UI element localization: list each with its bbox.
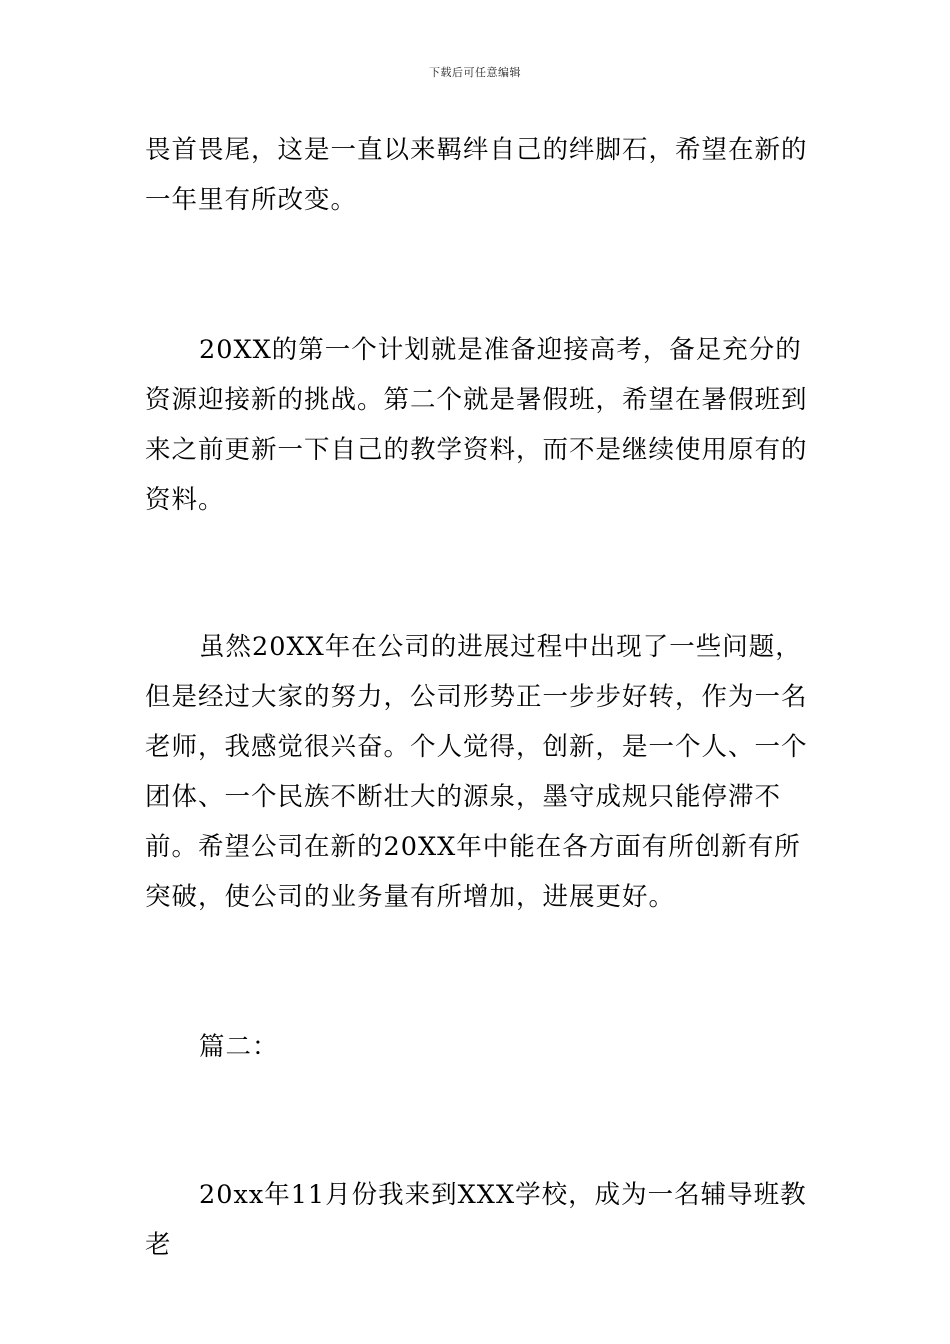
page-header: 下载后可任意编辑 (429, 66, 521, 79)
paragraph-plan: 20XX的第一个计划就是准备迎接高考，备足充分的资源迎接新的挑战。第二个就是暑假班，希望在暑假班到来之前更新一下自己的教学资料，而不是继续使用原有的资料。 (145, 335, 808, 515)
paragraph-intro: 20xx年11月份我来到XXX学校，成为一名辅导班教老 (145, 1180, 807, 1260)
paragraph-company: 虽然20XX年在公司的进展过程中出现了一些问题，但是经过大家的努力，公司形势正一步步好转，作为一名老师，我感觉很兴奋。个人觉得，创新，是一个人、一个团体、一个民族不断壮大的源泉，墨守成规只能停滞不前。希望公司在新的20XX年中能在各方面有所创新有所突破，使公司的业务量有所增加，进展更好。 (145, 632, 808, 912)
paragraph-continuation: 畏首畏尾，这是一直以来羁绊自己的绊脚石，希望在新的一年里有所改变。 (145, 135, 808, 215)
section-heading: 篇二： (199, 1032, 279, 1062)
